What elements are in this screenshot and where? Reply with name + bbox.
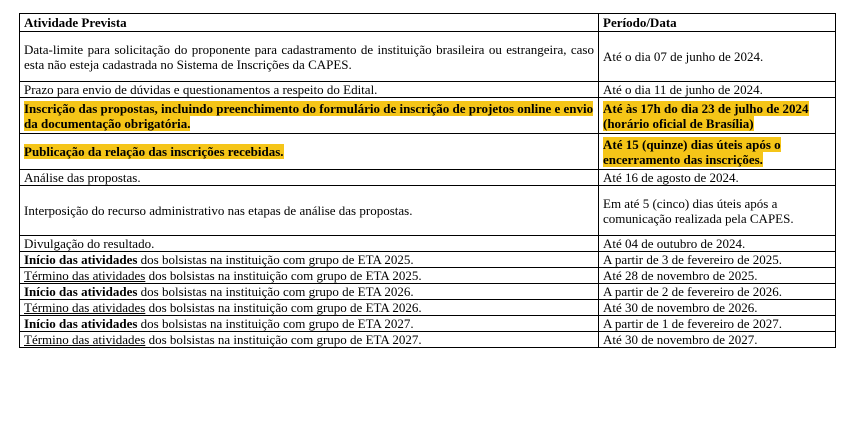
activity-cell: [20, 134, 599, 170]
activity-rest: dos bolsistas na instituição com grupo de ETA 2025.: [137, 252, 414, 267]
table-row: [20, 268, 836, 284]
table-header-row: [20, 14, 836, 32]
date-cell: A partir de 1 de fevereiro de 2027.: [599, 316, 836, 332]
activity-cell: [20, 300, 599, 316]
activity-lead: Término das atividades: [24, 268, 146, 283]
activity-lead: Término das atividades: [24, 332, 146, 347]
date-cell: Até 30 de novembro de 2027.: [599, 332, 836, 348]
highlighted-date: Até 15 (quinze) dias úteis após o encerramento das inscrições.: [603, 136, 781, 167]
activity-cell: Divulgação do resultado.: [20, 236, 599, 252]
table-row: [20, 316, 836, 332]
table-row: [20, 252, 836, 268]
table-row: [20, 236, 836, 252]
activity-rest: dos bolsistas na instituição com grupo de ETA 2025.: [145, 268, 422, 283]
date-cell: A partir de 2 de fevereiro de 2026.: [599, 284, 836, 300]
table-row: [20, 300, 836, 316]
activity-rest: dos bolsistas na instituição com grupo de ETA 2027.: [145, 332, 422, 347]
date-cell: Até 30 de novembro de 2026.: [599, 300, 836, 316]
table-row: [20, 186, 836, 236]
date-cell: A partir de 3 de fevereiro de 2025.: [599, 252, 836, 268]
date-cell: Em até 5 (cinco) dias úteis após a comunicação realizada pela CAPES.: [599, 186, 836, 236]
activity-cell: Interposição do recurso administrativo nas etapas de análise das propostas.: [20, 186, 599, 236]
activity-rest: dos bolsistas na instituição com grupo de ETA 2026.: [137, 284, 414, 299]
table-row: [20, 332, 836, 348]
activity-lead: Início das atividades: [24, 252, 138, 267]
table-row: [20, 134, 836, 170]
table-row: [20, 284, 836, 300]
highlighted-date: Até às 17h do dia 23 de julho de 2024 (horário oficial de Brasília): [603, 100, 809, 131]
header-activity: Atividade Prevista: [20, 14, 599, 32]
activity-lead: Início das atividades: [24, 316, 138, 331]
activity-lead: Início das atividades: [24, 284, 138, 299]
highlighted-activity: Inscrição das propostas, incluindo preenchimento do formulário de inscrição de projetos online e envio da documentação obrigatória.: [24, 100, 594, 131]
activity-cell: [20, 316, 599, 332]
date-cell: Até o dia 07 de junho de 2024.: [599, 32, 836, 82]
activity-cell: Análise das propostas.: [20, 170, 599, 186]
activity-cell: [20, 332, 599, 348]
activity-cell: Prazo para envio de dúvidas e questionamentos a respeito do Edital.: [20, 82, 599, 98]
schedule-table: [19, 13, 836, 348]
date-cell: [599, 98, 836, 134]
date-cell: Até 28 de novembro de 2025.: [599, 268, 836, 284]
table-row: [20, 32, 836, 82]
header-period: Período/Data: [599, 14, 836, 32]
activity-rest: dos bolsistas na instituição com grupo de ETA 2027.: [137, 316, 414, 331]
activity-cell: [20, 252, 599, 268]
activity-cell: [20, 98, 599, 134]
date-cell: Até o dia 11 de junho de 2024.: [599, 82, 836, 98]
activity-cell: [20, 268, 599, 284]
activity-lead: Término das atividades: [24, 300, 146, 315]
table-row: [20, 82, 836, 98]
activity-cell: Data-limite para solicitação do proponente para cadastramento de instituição brasileira ou estrangeira, caso esta não esteja cadastrada no Sistema de Inscrições da CAPES.: [20, 32, 599, 82]
date-cell: Até 04 de outubro de 2024.: [599, 236, 836, 252]
activity-rest: dos bolsistas na instituição com grupo de ETA 2026.: [145, 300, 422, 315]
date-cell: [599, 134, 836, 170]
highlighted-activity: Publicação da relação das inscrições recebidas.: [24, 144, 284, 159]
table-row: [20, 170, 836, 186]
table-row: [20, 98, 836, 134]
activity-cell: [20, 284, 599, 300]
date-cell: Até 16 de agosto de 2024.: [599, 170, 836, 186]
